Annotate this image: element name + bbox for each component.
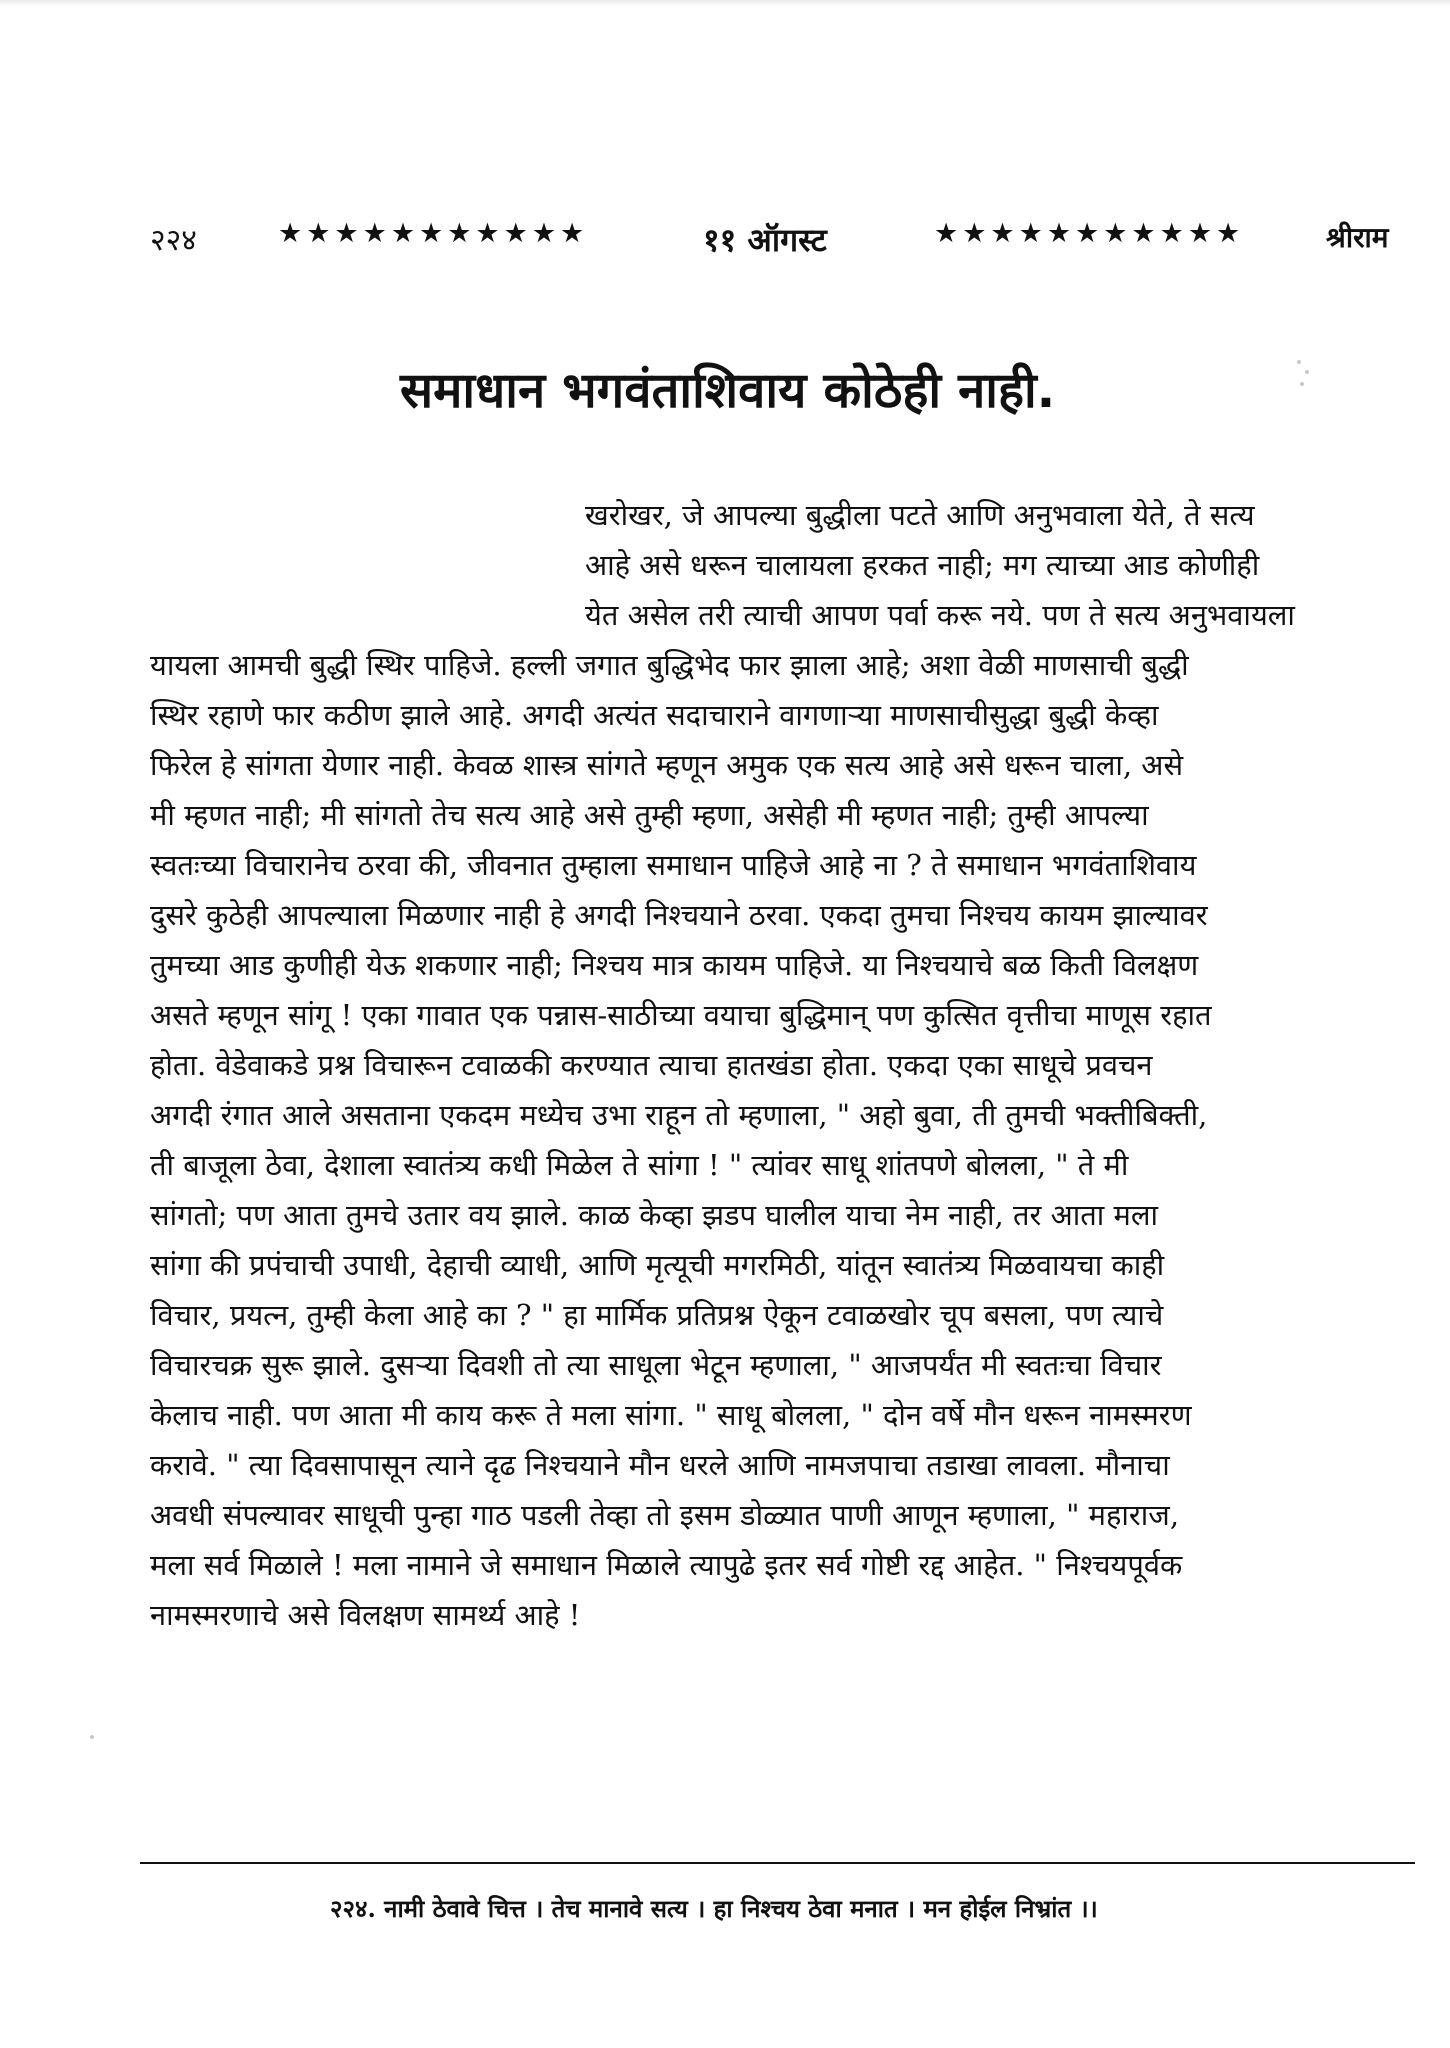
body-line: तुमच्या आड कुणीही येऊ शकणार नाही; निश्चय मात्र कायम पाहिजे. या निश्चयाचे बळ किती विलक्षण bbox=[150, 948, 1199, 982]
body-line: खरोखर, जे आपल्या बुद्धीला पटते आणि अनुभवाला येते, ते सत्य bbox=[585, 498, 1255, 532]
scan-speckle bbox=[1300, 382, 1304, 386]
body-line: अवधी संपल्यावर साधूची पुन्हा गाठ पडली तेव्हा तो इसम डोळ्यात पाणी आणून म्हणाला, " महाराज, bbox=[150, 1498, 1180, 1532]
body-line: होता. वेडेवाकडे प्रश्न विचारून टवाळकी करण्यात त्याचा हातखंडा होता. एकदा एका साधूचे प्रवचन bbox=[150, 1048, 1153, 1082]
body-line: स्थिर रहाणे फार कठीण झाले आहे. अगदी अत्यंत सदाचाराने वागणाऱ्या माणसाचीसुद्धा बुद्धी केव्हा bbox=[150, 698, 1159, 732]
body-line: सांगा की प्रपंचाची उपाधी, देहाची व्याधी, आणि मृत्यूची मगरमिठी, यांतून स्वातंत्र्य मिळवायचा काही bbox=[150, 1248, 1165, 1282]
footer-note: २२४. नामी ठेवावे चित्त । तेच मानावे सत्य । हा निश्चय ठेवा मनात । मन होईल निभ्रांत ।। bbox=[330, 1894, 1098, 1923]
body-line: असते म्हणून सांगू ! एका गावात एक पन्नास-साठीच्या वयाचा बुद्धिमान् पण कुत्सित वृत्तीचा माणूस रहात bbox=[150, 998, 1212, 1032]
body-line: स्वतःच्या विचारानेच ठरवा की, जीवनात तुम्हाला समाधान पाहिजे आहे ना ? ते समाधान भगवंताशिवाय bbox=[150, 848, 1197, 882]
page-header bbox=[150, 218, 1410, 262]
body-line: सांगतो; पण आता तुमचे उतार वय झाले. काळ केव्हा झडप घालील याचा नेम नाही, तर आता मला bbox=[150, 1198, 1159, 1232]
body-line: मी म्हणत नाही; मी सांगतो तेच सत्य आहे असे तुम्ही म्हणा, असेही मी म्हणत नाही; तुम्ही आपल्या bbox=[150, 798, 1149, 832]
scan-speckle bbox=[90, 1735, 94, 1739]
body-line: यायला आमची बुद्धी स्थिर पाहिजे. हल्ली जगात बुद्धिभेद फार झाला आहे; अशा वेळी माणसाची बुद्धी bbox=[150, 648, 1189, 682]
stars-decoration-left: ★★★★★★★★★★★ bbox=[278, 218, 589, 249]
body-line: आहे असे धरून चालायला हरकत नाही; मग त्याच्या आड कोणीही bbox=[585, 548, 1260, 582]
body-line: दुसरे कुठेही आपल्याला मिळणार नाही हे अगदी निश्चयाने ठरवा. एकदा तुमचा निश्चय कायम झाल्यावर bbox=[150, 898, 1208, 932]
body-line: अगदी रंगात आले असताना एकदम मध्येच उभा राहून तो म्हणाला, " अहो बुवा, ती तुमची भक्तीबिक्ती, bbox=[150, 1098, 1208, 1132]
footer-divider bbox=[140, 1862, 1415, 1864]
page-top-edge bbox=[0, 0, 1450, 6]
body-line: नामस्मरणाचे असे विलक्षण सामर्थ्य आहे ! bbox=[150, 1598, 581, 1632]
body-line: फिरेल हे सांगता येणार नाही. केवळ शास्त्र सांगते म्हणून अमुक एक सत्य आहे असे धरून चाला, असे bbox=[150, 748, 1184, 782]
body-line: विचार, प्रयत्न, तुम्ही केला आहे का ? " हा मार्मिक प्रतिप्रश्न ऐकून टवाळखोर चूप बसला, पण त्याचे bbox=[150, 1298, 1164, 1332]
stars-decoration-right: ★★★★★★★★★★★ bbox=[934, 218, 1245, 249]
body-line: येत असेल तरी त्याची आपण पर्वा करू नये. पण ते सत्य अनुभवायला bbox=[585, 598, 1295, 632]
scan-speckle bbox=[1297, 360, 1301, 364]
body-line: विचारचक्र सुरू झाले. दुसऱ्या दिवशी तो त्या साधूला भेटून म्हणाला, " आजपर्यंत मी स्वतःचा विचार bbox=[150, 1348, 1162, 1382]
page-title: समाधान भगवंताशिवाय कोठेही नाही. bbox=[400, 362, 1056, 419]
body-line: मला सर्व मिळाले ! मला नामाने जे समाधान मिळाले त्यापुढे इतर सर्व गोष्टी रद्द आहेत. " निश्चयपूर्वक bbox=[150, 1548, 1183, 1582]
body-line: केलाच नाही. पण आता मी काय करू ते मला सांगा. " साधू बोलला, " दोन वर्षे मौन धरून नामस्मरण bbox=[150, 1398, 1192, 1432]
body-line: ती बाजूला ठेवा, देशाला स्वातंत्र्य कधी मिळेल ते सांगा ! " त्यांवर साधू शांतपणे बोलला, " ते मी bbox=[150, 1148, 1129, 1182]
header-right-label: श्रीराम bbox=[1326, 221, 1389, 254]
body-line: करावे. " त्या दिवसापासून त्याने दृढ निश्चयाने मौन धरले आणि नामजपाचा तडाखा लावला. मौनाचा bbox=[150, 1448, 1170, 1482]
header-date: ११ ऑगस्ट bbox=[703, 221, 827, 259]
page-number: २२४ bbox=[150, 223, 197, 258]
scan-speckle bbox=[1305, 370, 1309, 374]
